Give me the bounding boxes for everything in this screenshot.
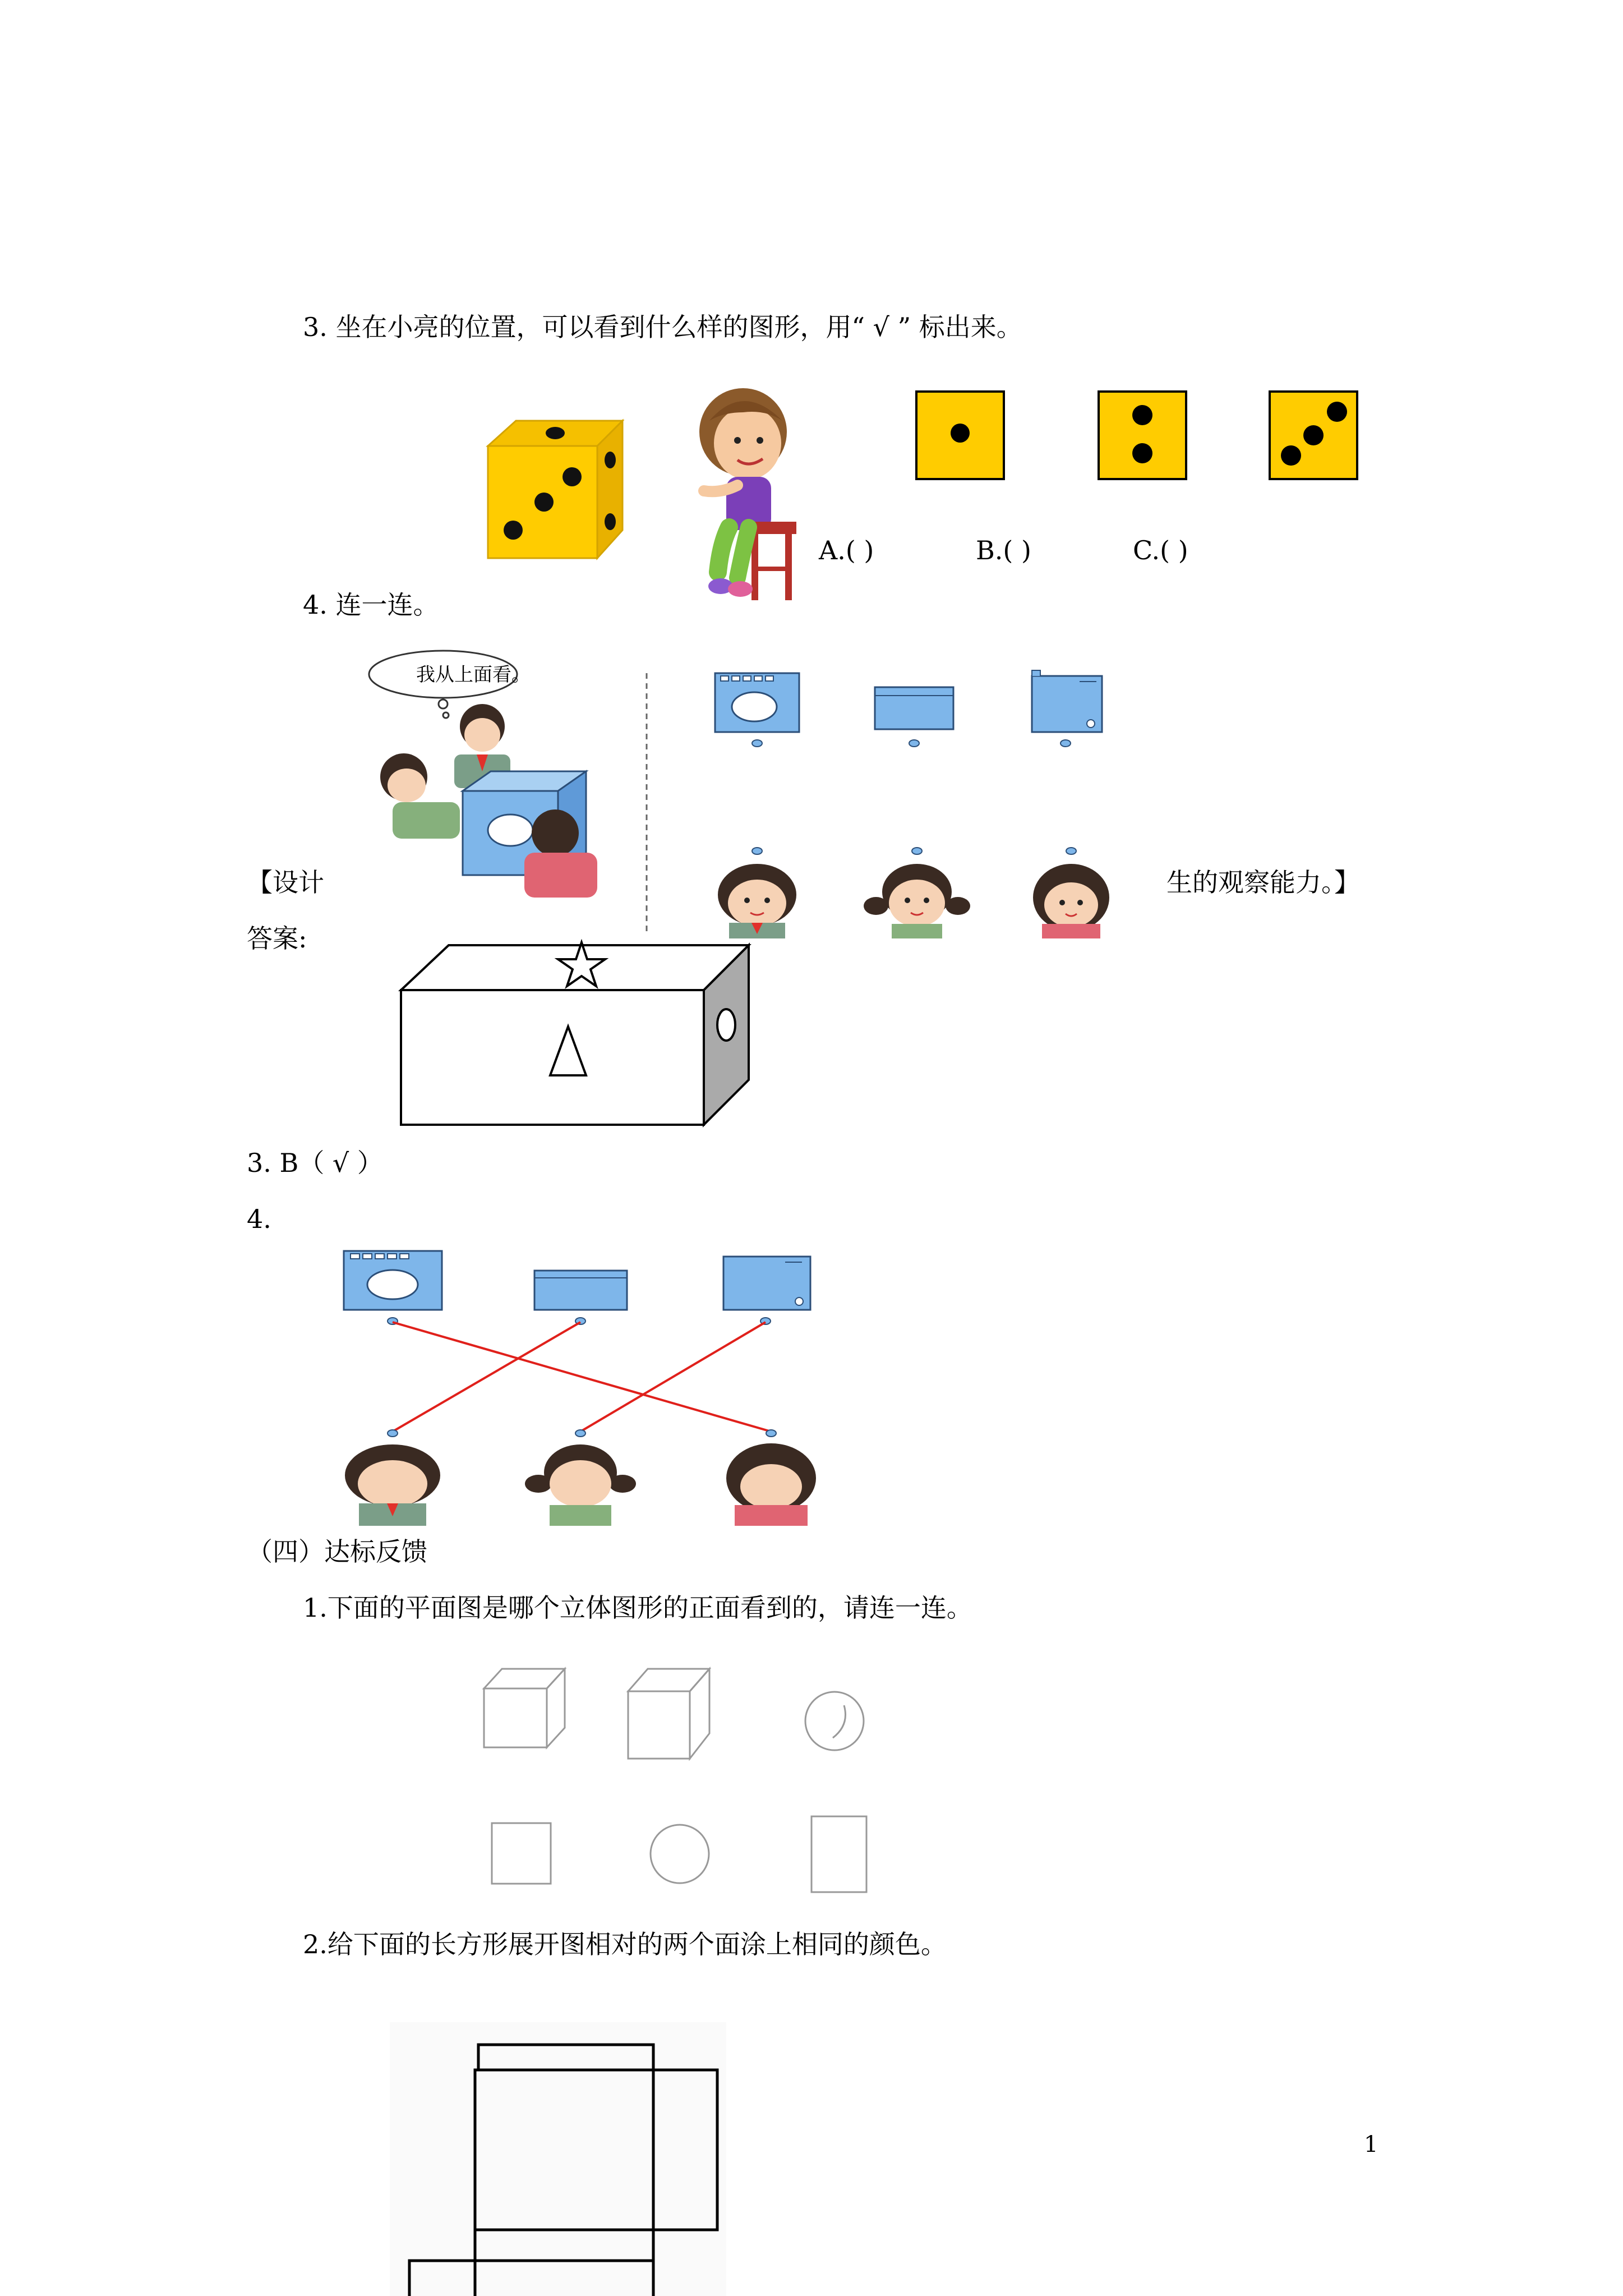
option-b: B.( ) bbox=[976, 535, 1031, 565]
answer-box-diagram bbox=[401, 942, 754, 1128]
answer-3: 3. B（ √ ） bbox=[247, 1148, 383, 1178]
section4-item1: 1.下面的平面图是哪个立体图形的正面看到的，请连一连。 bbox=[303, 1593, 972, 1623]
option-c: C.( ) bbox=[1133, 535, 1188, 565]
option-face-one-dot bbox=[915, 390, 1005, 480]
answer-label: 答案: bbox=[247, 923, 307, 954]
design-note-right: 生的观察能力。】 bbox=[1166, 867, 1360, 898]
child-head-girl-pigtails bbox=[864, 844, 970, 940]
view-top bbox=[872, 684, 956, 749]
option-face-three-dots bbox=[1269, 390, 1358, 480]
speech-bubble-text: 我从上面看。 bbox=[416, 664, 531, 686]
child-head-boy bbox=[712, 844, 802, 940]
section4-item2: 2.给下面的长方形展开图相对的两个面涂上相同的颜色。 bbox=[303, 1929, 947, 1959]
child-head-girl-bob bbox=[1026, 844, 1116, 940]
design-note-left: 【设计 bbox=[247, 867, 324, 898]
q4-text: 4. 连一连。 bbox=[303, 590, 439, 620]
dice-3d bbox=[488, 421, 628, 561]
option-face-two-dots bbox=[1098, 390, 1187, 480]
page-number: 1 bbox=[1364, 2132, 1378, 2157]
children-observing-box-illustration bbox=[362, 651, 608, 898]
answer-4-matching-diagram bbox=[334, 1248, 827, 1529]
solids-and-views-sketch bbox=[479, 1660, 883, 1902]
view-side bbox=[1026, 670, 1105, 749]
section-heading: （四）达标反馈 bbox=[247, 1536, 427, 1567]
boy-on-stool-illustration bbox=[681, 387, 816, 611]
view-front-with-circle bbox=[712, 670, 802, 749]
dashed-divider bbox=[645, 673, 648, 931]
option-a: A.( ) bbox=[819, 535, 874, 565]
answer-4: 4. bbox=[247, 1204, 271, 1234]
q3-text: 3. 坐在小亮的位置，可以看到什么样的图形，用“ √ ” 标出来。 bbox=[303, 312, 1022, 342]
cuboid-net-diagram bbox=[390, 2022, 726, 2296]
